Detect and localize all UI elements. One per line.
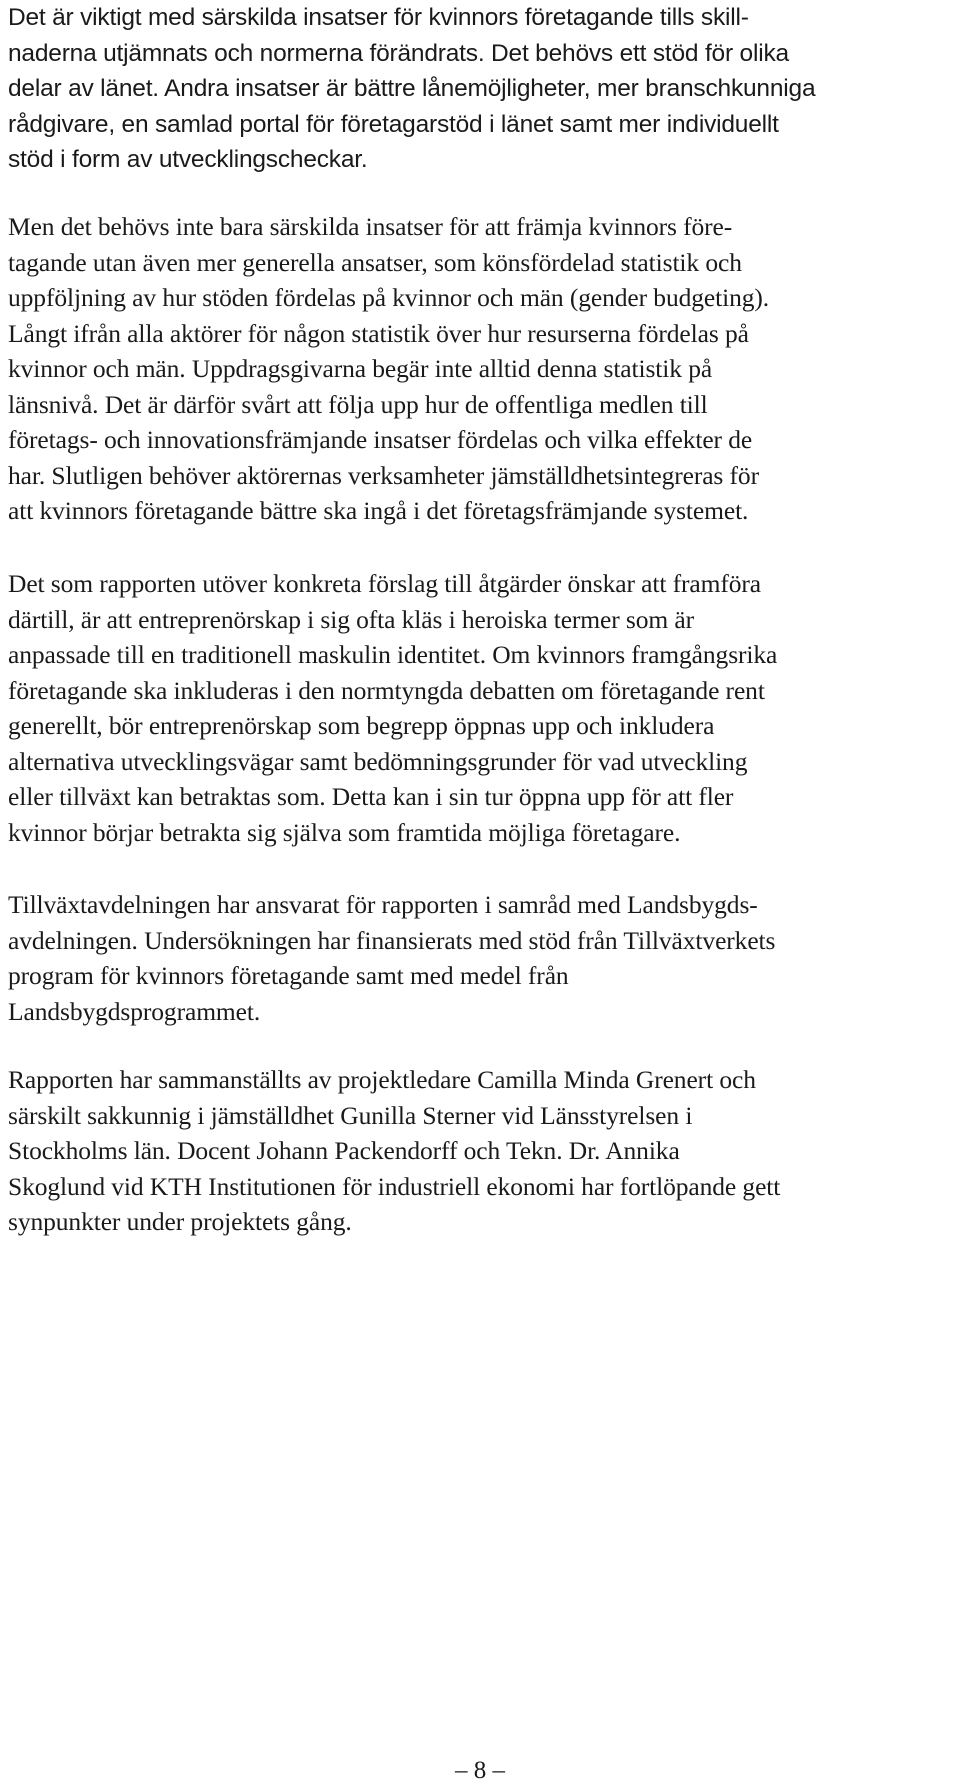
paragraph-4 <box>8 887 775 1029</box>
paragraph-line: företagande ska inkluderas i den normtyngda debatten om företagande rent <box>8 675 765 705</box>
paragraph-line: Rapporten har sammanställts av projektledare Camilla Minda Grenert och <box>8 1065 756 1094</box>
paragraph-line: anpassade till en traditionell maskulin identitet. Om kvinnors framgångsrika <box>8 640 778 669</box>
paragraph-line: delar av länet. Andra insatser är bättre lånemöjligheter, mer branschkunniga <box>8 75 816 102</box>
paragraph-line: eller tillväxt kan betraktas som. Detta kan i sin tur öppna upp för att fler <box>8 782 734 811</box>
paragraph-line: avdelningen. Undersökningen har finansierats med stöd från Tillväxtverkets <box>8 925 776 955</box>
paragraph-line: rådgivare, en samlad portal för företagarstöd i länet samt mer individuellt <box>8 110 779 138</box>
paragraph-line: naderna utjämnats och normerna förändrats. Det behövs ett stöd för olika <box>8 39 789 67</box>
paragraph-2 <box>8 209 769 529</box>
paragraph-line: Stockholms län. Docent Johann Packendorff och Tekn. Dr. Annika <box>8 1136 680 1165</box>
paragraph-line: kvinnor och män. Uppdragsgivarna begär inte alltid denna statistik på <box>8 354 713 383</box>
paragraph-line: har. Slutligen behöver aktörernas verksamheter jämställdhetsintegreras för <box>8 460 759 490</box>
paragraph-line: särskilt sakkunnig i jämställdhet Gunilla Sterner vid Länsstyrelsen i <box>8 1100 693 1130</box>
paragraph-line: Det är viktigt med särskilda insatser för kvinnors företagande tills skill- <box>8 4 749 31</box>
paragraph-line: att kvinnors företagande bättre ska ingå i det företagsfrämjande systemet. <box>8 496 749 525</box>
paragraph-line: länsnivå. Det är därför svårt att följa upp hur de offentliga medlen till <box>8 389 708 419</box>
paragraph-line: företags- och innovationsfrämjande insatser fördelas och vilka effekter de <box>8 425 753 454</box>
paragraph-line: Tillväxtavdelningen har ansvarat för rapporten i samråd med Landsbygds- <box>8 890 758 919</box>
page-number: – 8 – <box>455 1757 505 1784</box>
paragraph-1 <box>8 0 815 178</box>
paragraph-line: generellt, bör entreprenörskap som begrepp öppnas upp och inkludera <box>8 711 715 740</box>
paragraph-line: tagande utan även mer generella ansatser, som könsfördelad statistik och <box>8 247 742 277</box>
paragraph-5 <box>8 1062 780 1240</box>
paragraph-line: uppföljning av hur stöden fördelas på kvinnor och män (gender budgeting). <box>8 283 770 312</box>
paragraph-line: stöd i form av utvecklingscheckar. <box>8 146 368 173</box>
paragraph-line: alternativa utvecklingsvägar samt bedömningsgrunder för vad utveckling <box>8 746 748 776</box>
paragraph-line: därtill, är att entreprenörskap i sig ofta kläs i heroiska termer som är <box>8 604 695 634</box>
paragraph-3 <box>8 566 777 850</box>
paragraph-line: Långt ifrån alla aktörer för någon statistik över hur resurserna fördelas på <box>8 318 749 348</box>
paragraph-line: Skoglund vid KTH Institutionen för industriell ekonomi har fortlöpande gett <box>8 1171 781 1201</box>
paragraph-line: synpunkter under projektets gång. <box>8 1207 352 1236</box>
paragraph-line: Det som rapporten utöver konkreta förslag till åtgärder önskar att framföra <box>8 569 761 598</box>
paragraph-line: Men det behövs inte bara särskilda insatser för att främja kvinnors före- <box>8 212 733 241</box>
paragraph-line: kvinnor börjar betrakta sig själva som framtida möjliga företagare. <box>8 817 681 847</box>
paragraph-line: program för kvinnors företagande samt med medel från <box>8 961 569 990</box>
paragraph-line: Landsbygdsprogrammet. <box>8 996 261 1026</box>
